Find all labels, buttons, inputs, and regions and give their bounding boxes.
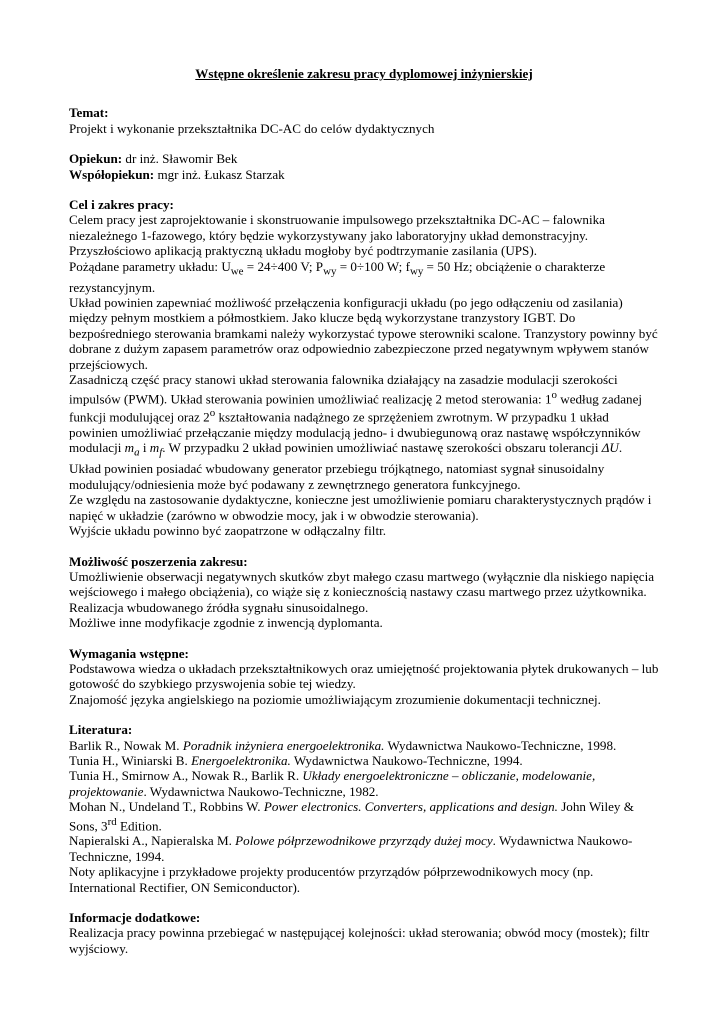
p5-math-sub: f [159, 447, 163, 460]
supervisor-name: dr inż. Sławomir Bek [125, 151, 238, 167]
extension-heading: Możliwość poszerzenia zakresu: [69, 553, 248, 569]
param-text: = 50 Hz; obciążenie o charakterze rezystancyjnym. [69, 258, 606, 295]
document-title: Wstępne określenie zakresu pracy dyplomowej inżynierskiej [195, 66, 533, 81]
p5-text: . W przypadku 2 układ powinien umożliwiać nastawę szerokości obszaru tolerancji [162, 440, 602, 456]
literature-section [69, 722, 659, 895]
additional-section [69, 910, 659, 956]
p5-math: ΔU [601, 440, 619, 456]
ref-publisher: Wydawnictwa Naukowo-Techniczne, 1994. [290, 752, 523, 768]
ref-authors: Napieralski A., Napieralska M. [69, 833, 236, 849]
extension-paragraph-3: Możliwe inne modyfikacje zgodnie z inwencją dyplomanta. [69, 615, 383, 631]
supervisor-line [69, 151, 659, 166]
additional-paragraph-1: Realizacja pracy powinna przebiegać w następującej kolejności: układ sterowania; obwód mocy (mostek); filtr wyjściowy. [69, 925, 650, 956]
ref-publisher: . Wydawnictwa Naukowo-Techniczne, 1994. [69, 833, 633, 864]
goal-paragraph-5 [69, 372, 659, 461]
param-text: Pożądane parametry układu: U [69, 258, 231, 274]
reference-item [69, 799, 659, 833]
p5-text: Zasadniczą część pracy stanowi układ sterowania falownika działający na zasadzie modulacji szerokości impulsów (PWM). Układ sterowania powinien umożliwiać realizację 2 metod sterowania: 1 [69, 372, 618, 406]
param-text: = 0÷100 W; f [336, 258, 410, 274]
extension-paragraph-2: Realizacja wbudowanego źródła sygnału sinusoidalnego. [69, 599, 369, 615]
requirements-section [69, 646, 659, 708]
ref-title: Polowe półprzewodnikowe przyrządy dużej mocy [235, 833, 493, 849]
additional-heading: Informacje dodatkowe: [69, 909, 201, 925]
param-sub: wy [323, 265, 337, 278]
p5-text: kształtowania nadążnego ze sprzężeniem zwrotnym. W przypadku 1 układ powinien umożliwiać przełączanie między modulacją jedno- i dwubiegunową oraz nastawę współczynników modulacji [69, 409, 641, 456]
ref-authors: Barlik R., Nowak M. [69, 737, 183, 753]
cosupervisor-name: mgr inż. Łukasz Starzak [157, 166, 285, 182]
supervisor-label: Opiekun: [69, 151, 123, 167]
p5-math-sub: a [134, 447, 140, 460]
document-page [69, 58, 659, 971]
goal-paragraph-1: Celem pracy jest zaprojektowanie i skonstruowanie impulsowego przekształtnika DC-AC – falownika niezależnego 1-fazowego, który będzie wykorzystywany jako laboratoryjny układ demonstracyjny. [69, 212, 605, 243]
p5-text: i [139, 440, 150, 456]
param-text: = 24÷400 V; P [243, 258, 324, 274]
cosupervisor-label: Współopiekun: [69, 166, 155, 182]
p5-text: . [618, 440, 623, 456]
ref-publisher: . Wydawnictwa Naukowo-Techniczne, 1982. [143, 783, 379, 799]
p5-math: m [124, 440, 135, 456]
reference-item [69, 864, 659, 895]
goal-paragraph-6: Układ powinien posiadać wbudowany generator przebiegu trójkątnego, natomiast sygnał sinusoidalny modulujący/odniesienia może być podawany z zewnętrznego generatora funkcyjnego. [69, 461, 605, 492]
ref-authors: Tunia H., Winiarski B. [69, 752, 192, 768]
ref-title: Power electronics. Converters, applications and design. [263, 799, 558, 815]
p5-sup: o [551, 388, 557, 401]
param-sub: we [230, 265, 244, 278]
ref-title: Energoelektronika. [191, 752, 291, 768]
ref-authors: Mohan N., Undeland T., Robbins W. [69, 799, 264, 815]
goal-paragraph-2: Przyszłościowo aplikacją praktyczną układu mogłoby być podtrzymanie zasilania (UPS). [69, 243, 537, 259]
topic-heading: Temat: [69, 105, 109, 121]
requirements-paragraph-2: Znajomość języka angielskiego na poziomie umożliwiającym zrozumienie dokumentacji technicznej. [69, 691, 601, 707]
goal-paragraph-7: Ze względu na zastosowanie dydaktyczne, konieczne jest umożliwienie pomiaru charakterystycznych prądów i napięć w układzie (zarówno w obwodzie mocy, jak i w obwodzie sterowania). [69, 492, 652, 523]
goal-parameters [69, 259, 659, 295]
ref-title: Układy energoelektroniczne – obliczanie, modelowanie, projektowanie [69, 768, 596, 799]
ref-note: Noty aplikacyjne i przykładowe projekty producentów przyrządów półprzewodnikowych mocy (np. International Rectifier, ON Semiconductor). [69, 864, 594, 895]
reference-item [69, 768, 659, 799]
ref-sup: rd [107, 815, 117, 828]
ref-publisher: Wydawnictwa Naukowo-Techniczne, 1998. [384, 737, 617, 753]
cosupervisor-line [69, 167, 659, 182]
requirements-paragraph-1: Podstawowa wiedza o układach przekształtnikowych oraz umiejętność projektowania płytek drukowanych – lub gotowość do szybkiego przyswojenia sobie tej wiedzy. [69, 660, 659, 692]
reference-item [69, 833, 659, 864]
reference-item [69, 738, 659, 753]
ref-title: Poradnik inżyniera energoelektronika. [182, 737, 385, 753]
ref-authors: Tunia H., Smirnow A., Nowak R., Barlik R. [69, 768, 303, 784]
topic-text: Projekt i wykonanie przekształtnika DC-AC do celów dydaktycznych [69, 120, 435, 136]
goal-section [69, 197, 659, 538]
p5-math: m [149, 440, 160, 456]
ref-publisher: John Wiley & Sons, 3 [69, 799, 634, 833]
goal-paragraph-8: Wyjście układu powinno być zaopatrzone w odłączalny filtr. [69, 523, 386, 539]
p5-text: według zadanej funkcji modulującej oraz 2 [69, 390, 643, 425]
literature-heading: Literatura: [69, 722, 133, 738]
p5-sup: o [209, 407, 216, 420]
extension-section [69, 554, 659, 631]
goal-paragraph-4: Układ powinien zapewniać możliwość przełączenia konfiguracji układu (po jego odłączeniu od zasilania) między pełnym mostkiem a półmostkiem. Jako klucze będą wykorzystane tranzystory IGBT. Do bezpośredniego sterowania bramkami należy wykorzystać typowe sterowniki scalone. Tranzystory powinny być dobrane z dużym zapasem parametrów oraz odpowiednio zabezpieczone przed negatywnym wpływem stanów przejściowych. [69, 295, 658, 372]
extension-paragraph-1: Umożliwienie obserwacji negatywnych skutków zbyt małego czasu martwego (wyłącznie dla niskiego napięcia wejściowego i małego obciążenia), co wiąże się z koniecznością nastawy czasu martwego przez użytkownika. [69, 568, 655, 600]
requirements-heading: Wymagania wstępne: [69, 645, 189, 661]
param-sub: wy [409, 265, 424, 278]
topic-section [69, 105, 659, 136]
ref-edition: Edition. [116, 817, 162, 833]
goal-heading: Cel i zakres pracy: [69, 197, 174, 213]
supervisors-section [69, 151, 659, 182]
reference-item [69, 753, 659, 768]
